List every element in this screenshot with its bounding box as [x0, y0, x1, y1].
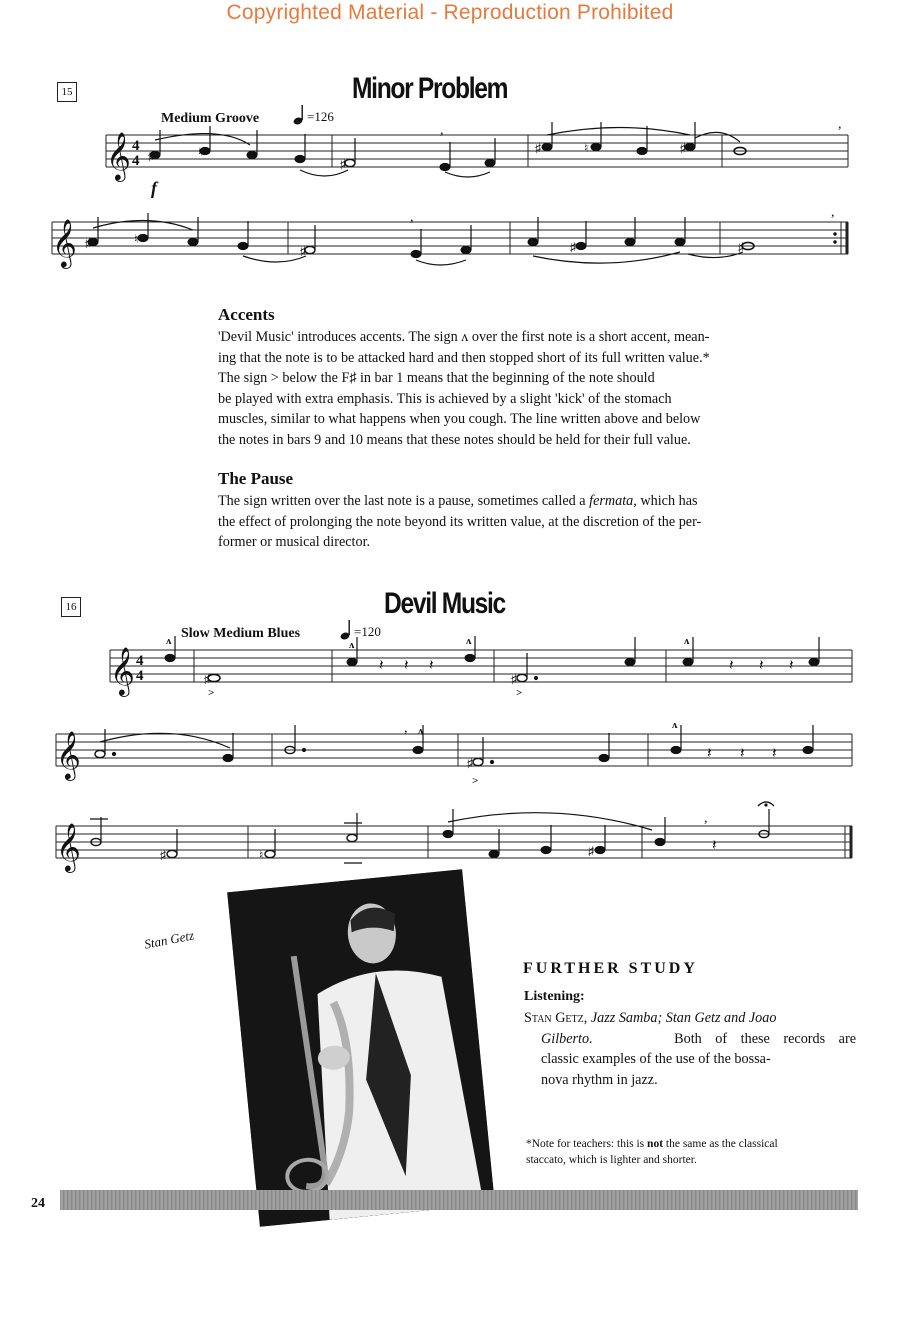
svg-text:𝄽: 𝄽: [789, 658, 794, 674]
svg-text:♯: ♯: [148, 149, 154, 163]
svg-text:,: ,: [410, 212, 414, 225]
accents-line: the notes in bars 9 and 10 means that these notes should be held for their full value.: [218, 431, 691, 448]
svg-text:♮: ♮: [584, 141, 589, 155]
piece-title-devil-music: Devil Music: [384, 587, 505, 620]
svg-text:4: 4: [132, 138, 140, 154]
further-study-text: [524, 1008, 856, 1090]
metronome-marking: =126: [293, 106, 353, 126]
svg-text:♮: ♮: [134, 232, 139, 246]
svg-text:𝄽: 𝄽: [712, 838, 717, 854]
svg-text:♯: ♯: [570, 240, 576, 254]
pause-line-2: the effect of prolonging the note beyond its written value, at the discretion of the per-: [218, 513, 702, 530]
svg-text:4: 4: [132, 153, 140, 169]
accents-line: be played with extra emphasis. This is achieved by a slight 'kick' of the stomach: [218, 390, 672, 407]
svg-text:,: ,: [440, 123, 444, 138]
svg-text:♮: ♮: [259, 848, 264, 862]
svg-text:𝄽: 𝄽: [404, 658, 409, 674]
svg-text:4: 4: [136, 653, 144, 669]
svg-text:,: ,: [404, 721, 408, 736]
accents-line: muscles, similar to what happens when you cough. The line written above and below: [218, 411, 701, 427]
footer-bar: [60, 1190, 858, 1210]
svg-text:♮: ♮: [198, 145, 203, 159]
saxophone-player-image: [227, 869, 495, 1226]
svg-text:♯: ♯: [204, 672, 210, 686]
svg-text:>: >: [472, 775, 479, 787]
svg-text:𝄞: 𝄞: [110, 646, 135, 695]
listening-heading: Listening:: [524, 989, 585, 1004]
svg-text:♯: ♯: [588, 844, 594, 858]
svg-text:,: ,: [704, 811, 708, 826]
svg-text:♯: ♯: [535, 141, 541, 155]
tempo-marking: Medium Groove: [161, 111, 260, 126]
svg-text:,: ,: [838, 120, 842, 132]
pause-line-1: The sign written over the last note is a pause, sometimes called a fermata, which has: [218, 493, 698, 509]
music-staff-devil-music-line2: [52, 720, 860, 792]
svg-text:♯: ♯: [467, 756, 473, 770]
svg-text:ʌ: ʌ: [349, 639, 355, 651]
svg-text:𝄽: 𝄽: [740, 746, 745, 762]
svg-text:♯: ♯: [511, 672, 517, 686]
accents-line: ing that the note is to be attacked hard and then stopped short of its full written value.*: [218, 349, 710, 366]
teacher-footnote: [526, 1136, 856, 1168]
tempo-marking: Slow Medium Blues: [181, 626, 301, 641]
svg-text:ʌ: ʌ: [466, 636, 472, 647]
footnote-line-2: staccato, which is lighter and shorter.: [526, 1154, 697, 1166]
svg-text:ʌ: ʌ: [418, 725, 424, 737]
svg-text:♯: ♯: [160, 848, 166, 862]
svg-text:𝄽: 𝄽: [707, 746, 712, 762]
svg-text:ʌ: ʌ: [166, 636, 172, 647]
svg-text:>: >: [208, 687, 215, 699]
svg-text:𝄽: 𝄽: [759, 658, 764, 674]
page-number: 24: [31, 1196, 45, 1211]
music-staff-devil-music-line3: [52, 800, 860, 880]
svg-text:ʌ: ʌ: [672, 720, 678, 731]
svg-text:,: ,: [831, 212, 835, 220]
music-staff-minor-problem-line1: [100, 120, 860, 200]
svg-text:♯: ♯: [738, 240, 744, 254]
pause-heading: The Pause: [218, 469, 294, 488]
photo-caption: Stan Getz: [143, 927, 196, 952]
svg-text:𝄞: 𝄞: [106, 131, 131, 180]
accents-paragraph: [218, 327, 848, 450]
music-staff-devil-music-line1: [104, 636, 860, 708]
svg-text:♯: ♯: [300, 244, 306, 258]
pause-line-3: former or musical director.: [218, 534, 371, 550]
svg-text:ʌ: ʌ: [684, 636, 690, 647]
music-staff-minor-problem-line2: [48, 212, 860, 282]
svg-text:𝄽: 𝄽: [729, 658, 734, 674]
metronome-marking: =120: [340, 621, 400, 641]
further-study-line-3: classic examples of the use of the bossa-: [541, 1051, 771, 1067]
further-study-line-2: Gilberto. Both of these records are: [541, 1030, 856, 1047]
further-study-title: FURTHER STUDY: [523, 960, 698, 977]
further-study-line-1: Stan Getz, Jazz Samba; Stan Getz and Joao: [524, 1010, 777, 1026]
svg-text:♯: ♯: [680, 141, 686, 155]
accents-line: 'Devil Music' introduces accents. The sign ʌ over the first note is a short accent, mean-: [218, 329, 710, 345]
svg-text:𝄽: 𝄽: [429, 658, 434, 674]
dynamic-forte: f: [151, 178, 157, 198]
svg-text:𝄽: 𝄽: [772, 746, 777, 762]
svg-text:𝄞: 𝄞: [52, 218, 77, 267]
svg-text:♯: ♯: [340, 157, 346, 171]
pause-paragraph: [218, 491, 848, 553]
stan-getz-photo: [227, 869, 495, 1226]
svg-text:𝄞: 𝄞: [56, 730, 81, 779]
accents-line: The sign > below the F♯ in bar 1 means that the beginning of the note should: [218, 370, 655, 386]
further-study-line-4: nova rhythm in jazz.: [541, 1071, 658, 1088]
piece-number-16: 16: [61, 597, 81, 617]
svg-text:>: >: [516, 687, 523, 699]
piece-number-15: 15: [57, 82, 77, 102]
copyright-watermark: Copyrighted Material - Reproduction Prohibited: [226, 1, 674, 24]
svg-text:♯: ♯: [85, 236, 91, 250]
piece-title-minor-problem: Minor Problem: [352, 72, 508, 105]
accents-heading: Accents: [218, 305, 275, 324]
svg-text:𝄽: 𝄽: [379, 658, 384, 674]
footnote-line-1: *Note for teachers: this is not the same as the classical: [526, 1138, 778, 1150]
svg-text:𝄞: 𝄞: [56, 822, 81, 871]
svg-text:4: 4: [136, 668, 144, 684]
